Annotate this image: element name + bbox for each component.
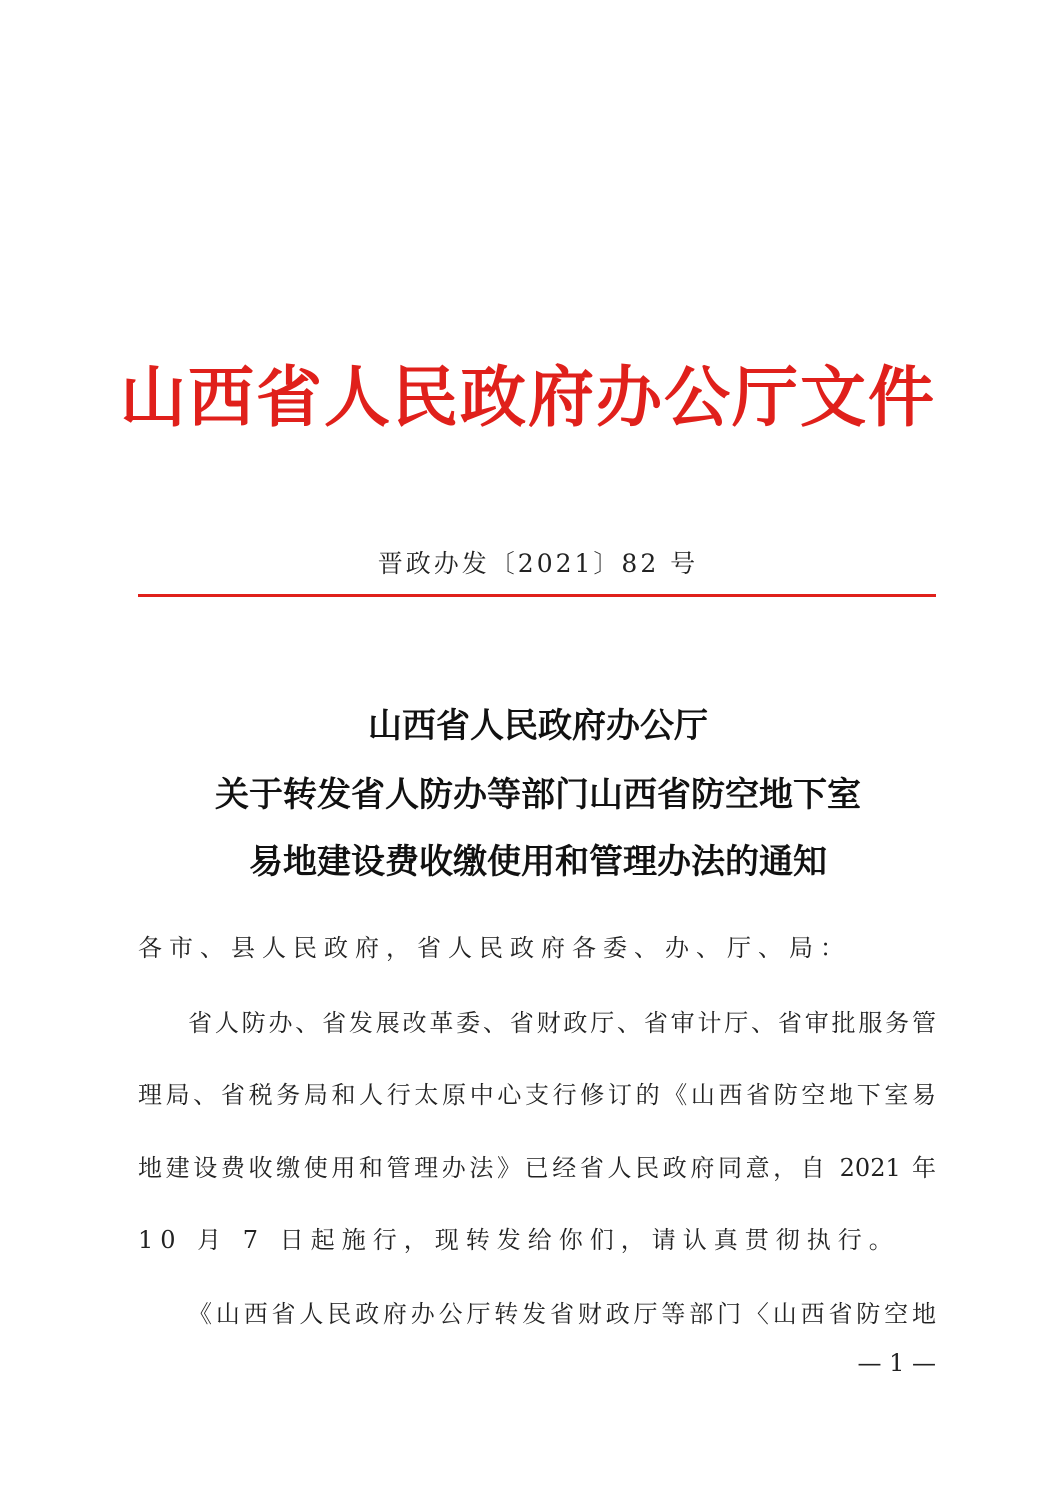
title-line-1: 山西省人民政府办公厅 (368, 706, 708, 746)
body-paragraph-1-line-3: 地建设费收缴使用和管理办法》已经省人民政府同意，自 2021 年 (138, 1154, 936, 1182)
body-paragraph-2-line-1: 《山西省人民政府办公厅转发省财政厅等部门〈山西省防空地 (188, 1300, 936, 1328)
salutation: 各市、县人民政府，省人民政府各委、办、厅、局： (138, 934, 851, 962)
title-line-3: 易地建设费收缴使用和管理办法的通知 (249, 842, 827, 882)
body-paragraph-1-line-4: 10 月 7 日起施行，现转发给你们，请认真贯彻执行。 (138, 1226, 900, 1254)
body-paragraph-1-line-1: 省人防办、省发展改革委、省财政厅、省审计厅、省审批服务管 (188, 1009, 936, 1037)
title-line-2: 关于转发省人防办等部门山西省防空地下室 (215, 775, 861, 815)
body-paragraph-1-line-2: 理局、省税务局和人行太原中心支行修订的《山西省防空地下室易 (138, 1081, 936, 1109)
red-separator-line (138, 594, 936, 597)
document-masthead: 山西省人民政府办公厅文件 (120, 358, 936, 436)
document-number: 晋政办发〔2021〕82 号 (377, 549, 699, 578)
page-number: — 1 — (857, 1349, 936, 1377)
